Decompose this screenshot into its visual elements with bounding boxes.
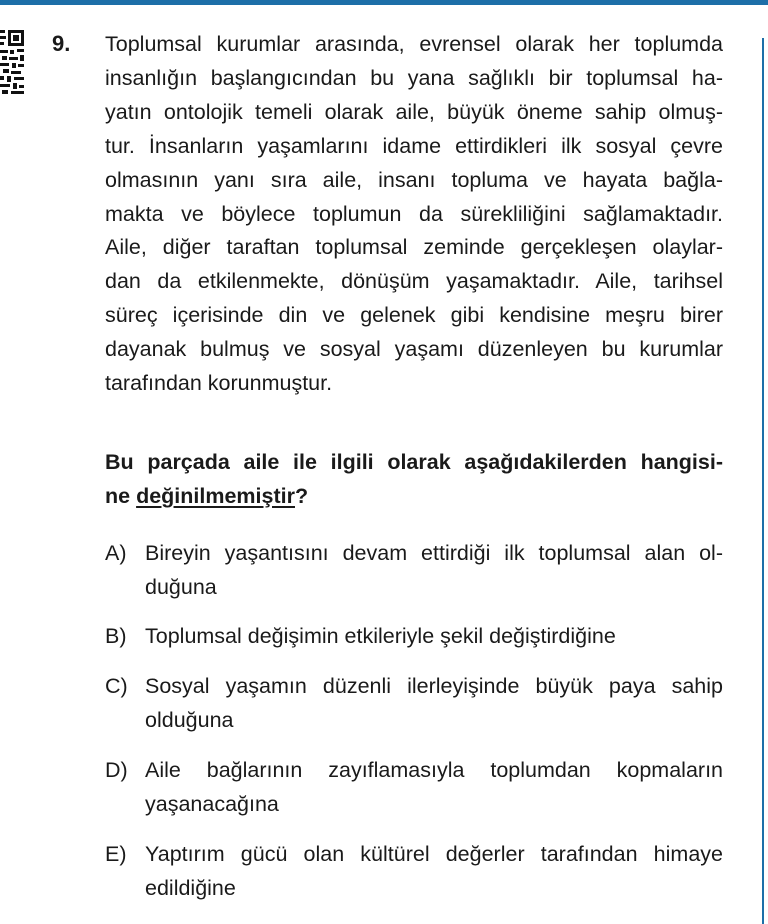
option-text: Toplumsal değişimin etkileriyle şekil değiştirdiğine (145, 624, 616, 648)
top-accent-bar (0, 0, 768, 5)
option-text: duğuna (145, 574, 217, 599)
option-text: yaşanacağına (145, 791, 279, 816)
stem-line (105, 480, 723, 514)
passage-line: dayanak bulmuş ve sosyal yaşamı düzenleyen bu kurumlar (105, 337, 723, 362)
question-number: 9. (52, 31, 71, 56)
stem-prefix: ne (105, 483, 137, 508)
option-letter: B) (105, 624, 127, 648)
option-letter: D) (105, 758, 128, 782)
passage-line: Aile, diğer taraftan toplumsal zeminde gerçekleşen olaylar- (105, 235, 723, 260)
passage-line: insanlığın başlangıcından bu yana sağlıklı bir toplumsal ha- (105, 65, 723, 90)
passage-line: süreç içerisinde din ve gelenek gibi kendisine meşru birer (105, 303, 723, 328)
option-text: Sosyal yaşamın düzenli ilerleyişinde büyük paya sahip (145, 674, 723, 698)
option-text: edildiğine (145, 875, 236, 900)
passage-line: tur. İnsanların yaşamlarını idame ettirdikleri ilk sosyal çevre (105, 133, 723, 158)
passage-line: olmasının yanı sıra aile, insanı topluma ve hayata bağla- (105, 167, 723, 192)
right-margin-rule (762, 38, 764, 924)
passage-line: tarafından korunmuştur. (105, 371, 333, 396)
option-text: olduğuna (145, 707, 234, 732)
passage-line: makta ve böylece toplumun da sürekliliğini sağlamaktadır. (105, 201, 723, 226)
qr-code-icon (0, 28, 26, 96)
passage-line: Toplumsal kurumlar arasında, evrensel olarak her toplumda (105, 32, 723, 56)
option-text: Yaptırım gücü olan kültürel değerler tarafından himaye (145, 842, 723, 866)
passage-text (105, 28, 723, 401)
option-letter: A) (105, 541, 127, 565)
passage-line: dan da etkilenmekte, dönüşüm yaşamaktadır. Aile, tarihsel (105, 269, 723, 294)
option-letter: C) (105, 674, 128, 698)
stem-suffix: ? (294, 483, 309, 508)
option-letter: E) (105, 842, 127, 866)
stem-line: Bu parçada aile ile ilgili olarak aşağıdakilerden hangisi- (105, 450, 723, 474)
passage-line: yatın ontolojik temeli olarak aile, büyük öneme sahip olmuş- (105, 99, 723, 124)
option-text: Aile bağlarının zayıflamasıyla toplumdan kopmaların (145, 758, 723, 782)
question-stem (105, 446, 723, 514)
option-text: Bireyin yaşantısını devam ettirdiği ilk toplumsal alan ol- (145, 541, 723, 565)
stem-emphasis: değinilmemiştir (136, 483, 295, 508)
